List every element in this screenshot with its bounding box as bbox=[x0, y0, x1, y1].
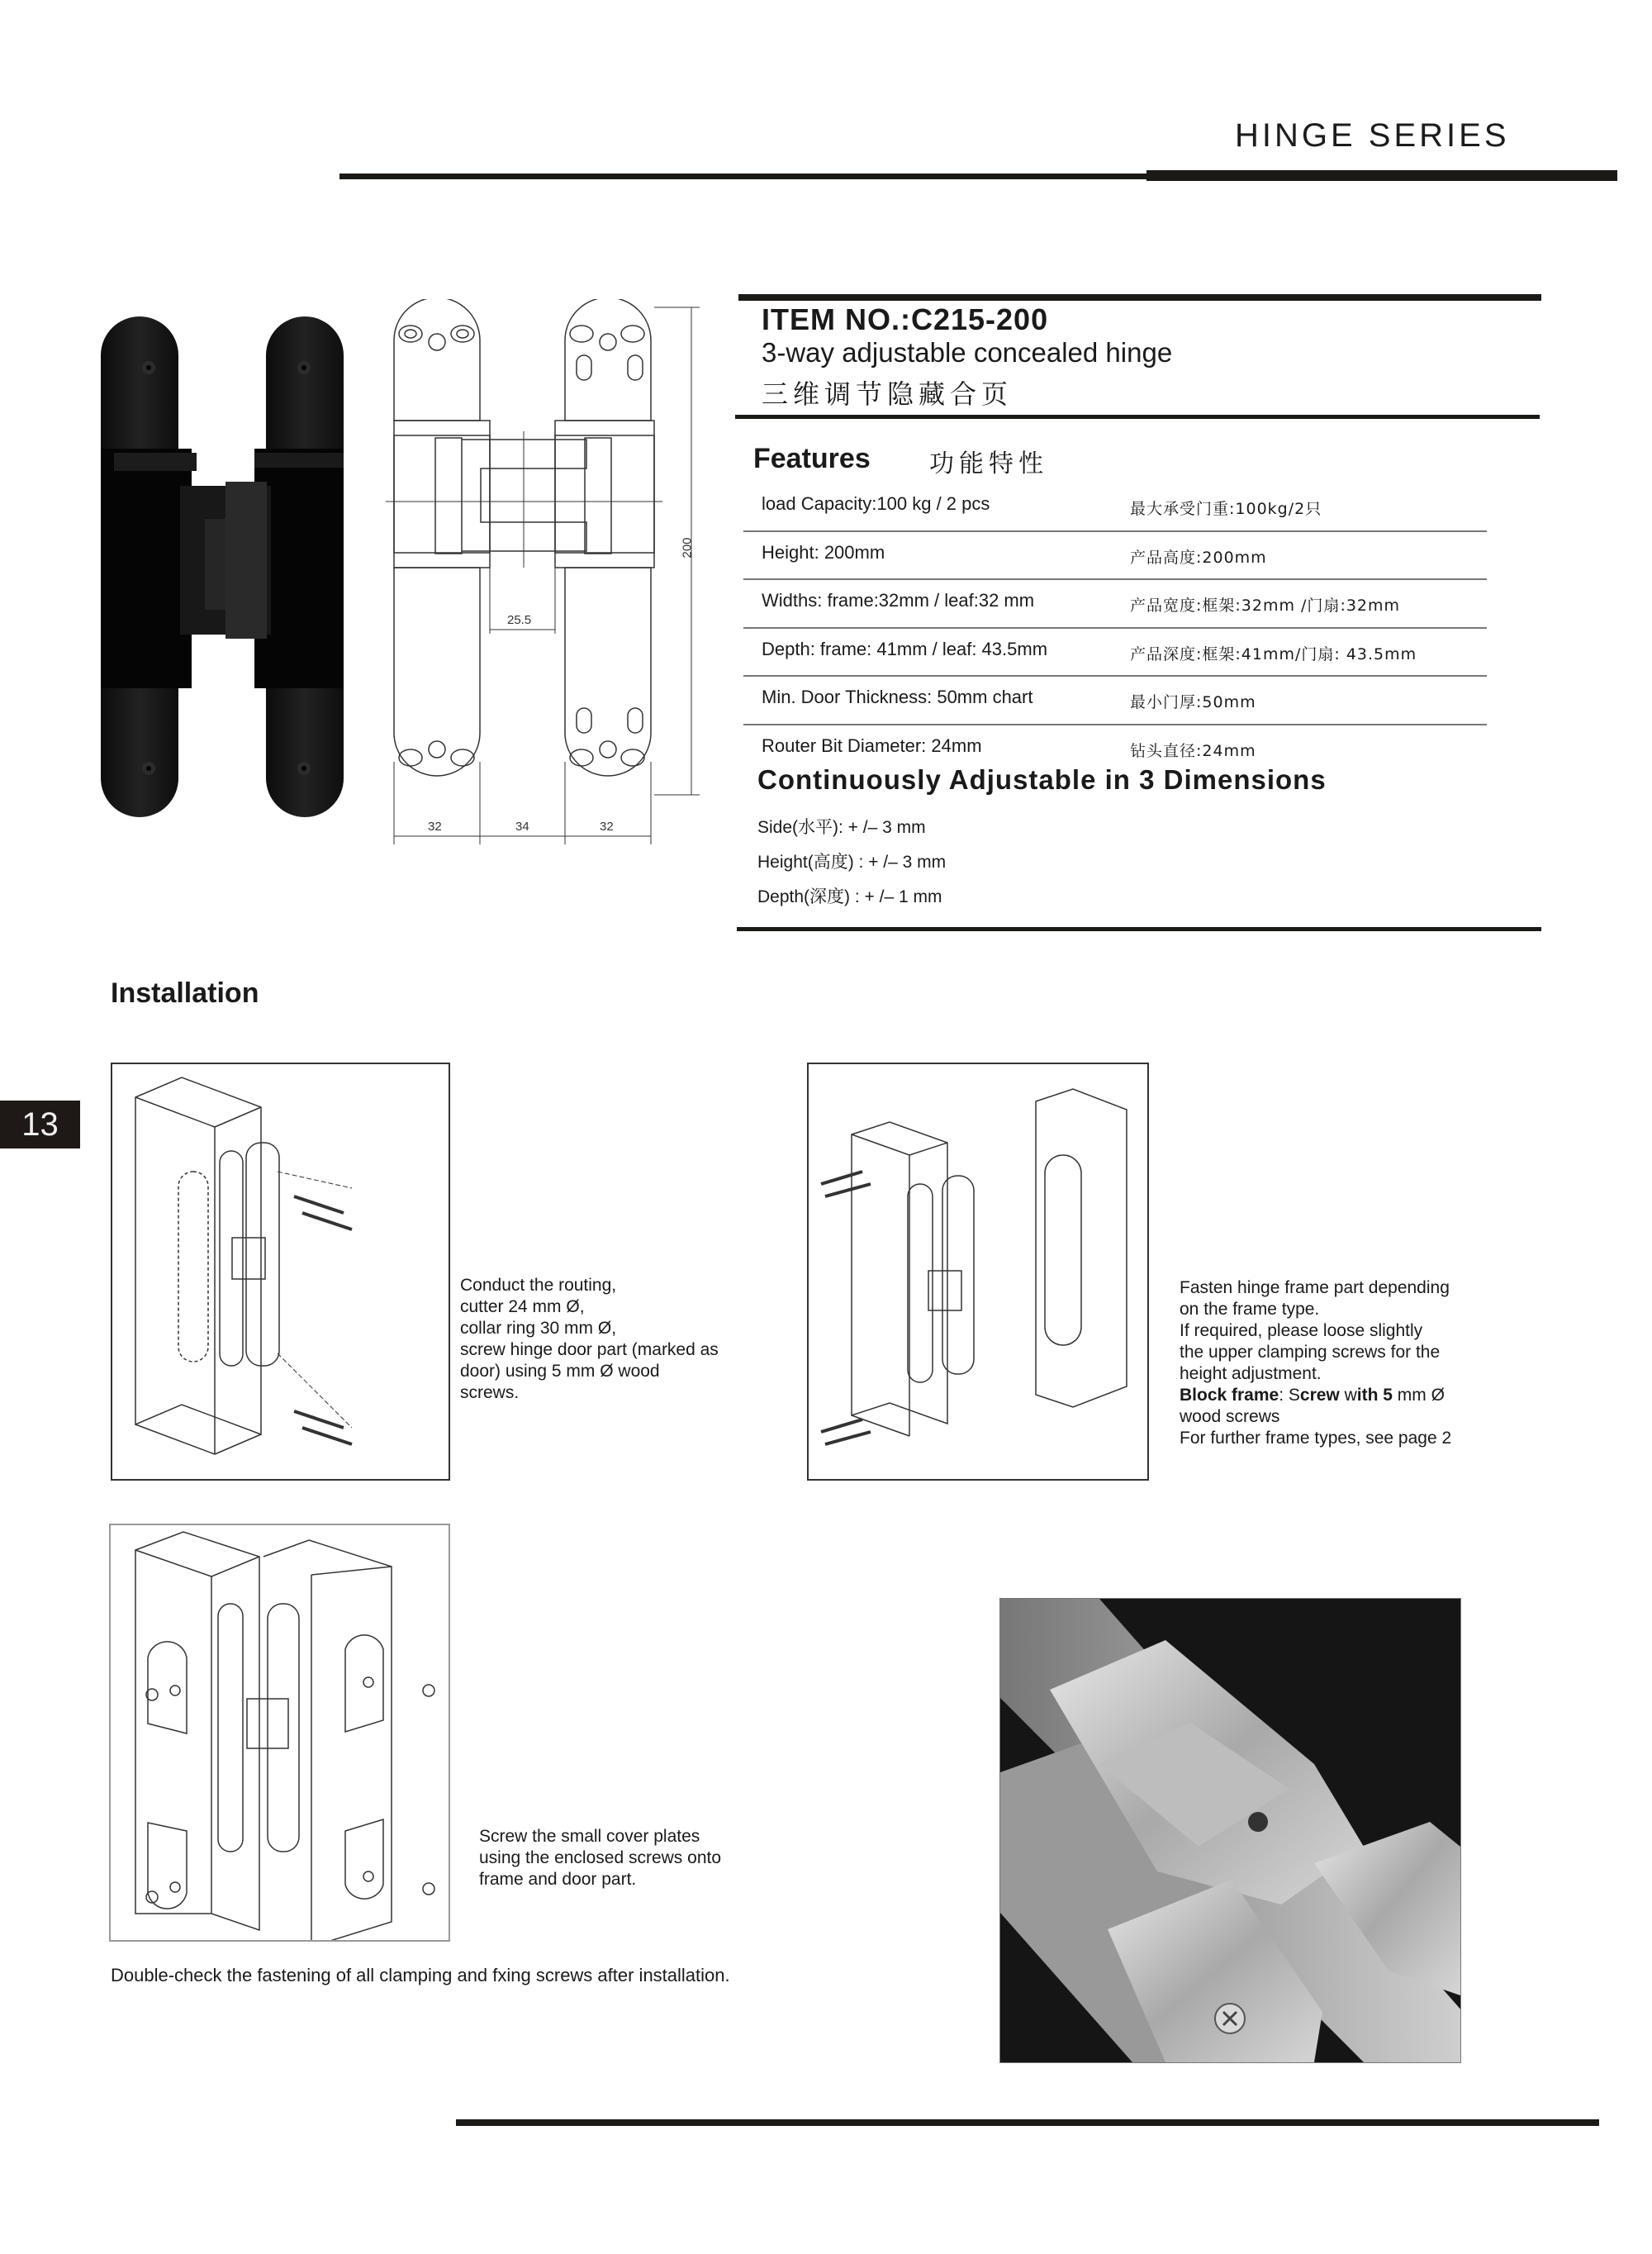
step3-line: Screw the small cover plates bbox=[479, 1827, 700, 1846]
step1-line: cutter 24 mm Ø, bbox=[460, 1297, 585, 1316]
dim-gap-label: 25.5 bbox=[507, 613, 532, 627]
step1-line: Conduct the routing, bbox=[460, 1276, 617, 1295]
adjustable-list bbox=[757, 814, 946, 918]
dim-left-label: 32 bbox=[428, 820, 442, 834]
install-diagram-step1 bbox=[111, 1063, 450, 1481]
dim-right-label: 32 bbox=[600, 820, 614, 834]
diameter-symbol: Ø bbox=[1426, 1386, 1445, 1405]
footer-rule bbox=[456, 2119, 1599, 2126]
product-photo-black-hinge bbox=[97, 316, 352, 817]
spec-bottom-rule bbox=[737, 927, 1541, 931]
feature-row bbox=[743, 532, 1487, 581]
feature-en: load Capacity:100 kg / 2 pcs bbox=[762, 493, 990, 514]
step2-line-further: For further frame types, see page 2 bbox=[1180, 1429, 1452, 1448]
installation-heading: Installation bbox=[111, 977, 259, 1009]
features-heading: Features bbox=[753, 443, 871, 474]
page-number-badge: 13 bbox=[0, 1101, 80, 1148]
adjustable-item-height: Height(高度) : + /– 3 mm bbox=[757, 853, 947, 872]
item-number: ITEM NO.:C215-200 bbox=[762, 302, 1049, 336]
step2-line: If required, please loose slightly bbox=[1180, 1321, 1423, 1340]
step2-line: on the frame type. bbox=[1180, 1300, 1320, 1319]
step1-line: door) using 5 mm Ø wood bbox=[460, 1362, 660, 1381]
feature-row bbox=[743, 483, 1487, 532]
feature-en: Height: 200mm bbox=[762, 541, 885, 563]
block-frame-label: Block frame bbox=[1180, 1386, 1279, 1405]
feature-cn: 最大承受门重:100kg/2只 bbox=[1130, 500, 1322, 518]
install-step3-text bbox=[479, 1826, 793, 1890]
with-w: w bbox=[1339, 1386, 1357, 1405]
five: 5 bbox=[1378, 1386, 1393, 1405]
mm: mm bbox=[1392, 1386, 1427, 1405]
step2-block-frame-line bbox=[1180, 1385, 1543, 1406]
features-table bbox=[743, 483, 1487, 772]
feature-cn: 最小门厚:50mm bbox=[1130, 693, 1256, 711]
dim-center-label: 34 bbox=[515, 820, 529, 834]
screw-s: S bbox=[1288, 1386, 1300, 1405]
step2-line: the upper clamping screws for the bbox=[1180, 1343, 1441, 1362]
step3-line: frame and door part. bbox=[479, 1870, 637, 1889]
feature-cn: 钻头直径:24mm bbox=[1130, 741, 1256, 760]
feature-en: Widths: frame:32mm / leaf:32 mm bbox=[762, 590, 1035, 611]
header-rule-accent bbox=[1146, 170, 1617, 181]
feature-row bbox=[743, 677, 1487, 725]
product-subtitle-en: 3-way adjustable concealed hinge bbox=[762, 337, 1173, 368]
series-title: HINGE SERIES bbox=[1235, 117, 1510, 154]
dim-height-label: 200 bbox=[680, 537, 695, 559]
feature-en: Router Bit Diameter: 24mm bbox=[762, 735, 982, 756]
step1-line: screw hinge door part (marked as bbox=[460, 1340, 719, 1359]
install-step2-text bbox=[1180, 1277, 1543, 1449]
feature-en: Min. Door Thickness: 50mm chart bbox=[762, 687, 1033, 707]
feature-cn: 产品深度:框架:41mm/门扇: 43.5mm bbox=[1130, 644, 1417, 663]
technical-drawing bbox=[382, 299, 712, 884]
header-rule bbox=[339, 174, 1149, 179]
step2-line-wood: wood screws bbox=[1180, 1407, 1280, 1426]
feature-en: Depth: frame: 41mm / leaf: 43.5mm bbox=[762, 638, 1048, 659]
screw-crew: crew bbox=[1299, 1386, 1340, 1405]
install-step1-text bbox=[460, 1275, 790, 1404]
adjustable-item-depth: Depth(深度) : + /– 1 mm bbox=[757, 887, 942, 906]
install-diagram-step2 bbox=[807, 1063, 1149, 1481]
feature-cn: 产品高度:200mm bbox=[1130, 548, 1267, 567]
product-subtitle-cn: 三维调节隐藏合页 bbox=[762, 378, 1014, 410]
step1-line: collar ring 30 mm Ø, bbox=[460, 1319, 617, 1338]
features-heading-cn: 功能特性 bbox=[929, 449, 1048, 478]
adjustable-item-side: Side(水平): + /– 3 mm bbox=[757, 818, 926, 837]
feature-row bbox=[743, 629, 1487, 678]
feature-row bbox=[743, 580, 1487, 629]
feature-cn: 产品宽度:框架:32mm /门扇:32mm bbox=[1130, 597, 1401, 615]
product-closeup-photo bbox=[999, 1598, 1461, 2063]
step2-line: height adjustment. bbox=[1180, 1364, 1322, 1383]
step1-line: screws. bbox=[460, 1383, 520, 1402]
with-ith: ith bbox=[1356, 1386, 1379, 1405]
spec-mid-rule bbox=[735, 415, 1540, 419]
spec-top-rule bbox=[738, 294, 1541, 301]
adjustable-heading: Continuously Adjustable in 3 Dimensions bbox=[757, 764, 1327, 795]
step3-line: using the enclosed screws onto bbox=[479, 1848, 722, 1867]
step2-line: Fasten hinge frame part depending bbox=[1180, 1278, 1450, 1297]
block-frame-sep: : bbox=[1279, 1386, 1289, 1405]
install-diagram-step3 bbox=[109, 1524, 450, 1942]
final-note: Double-check the fastening of all clamping and fxing screws after installation. bbox=[111, 1965, 730, 1985]
